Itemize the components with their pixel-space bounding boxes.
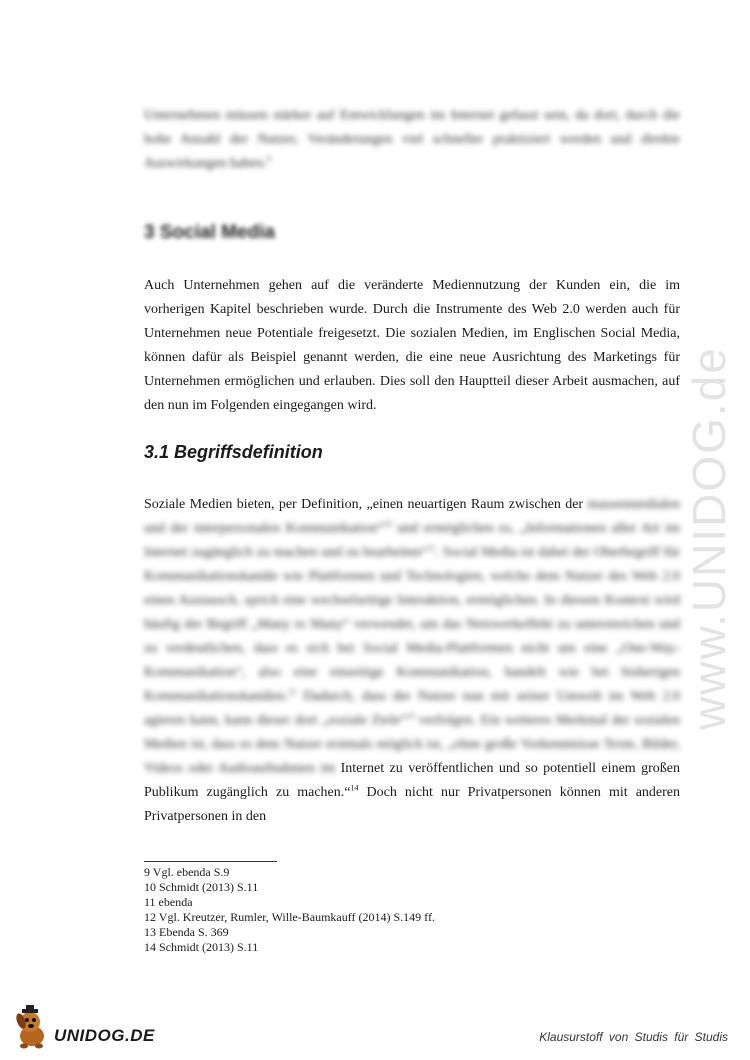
footnote-ref-13: 13	[406, 711, 415, 721]
footnote-item: 12 Vgl. Kreutzer, Rumler, Wille-Baumkauff (2014) S.149 ff.	[144, 910, 435, 924]
unidog-logo[interactable]	[10, 1004, 160, 1050]
footnote-item: 13 Ebenda S. 369	[144, 925, 229, 939]
footnote-item: 10 Schmidt (2013) S.11	[144, 880, 259, 894]
footnote-item: 14 Schmidt (2013) S.11	[144, 940, 259, 954]
blur-segment-b: und ermöglichen es, „Informationen aller Art im Internet zugänglich zu machen und zu bearbeiten“	[144, 521, 680, 560]
subsection-heading: 3.1 Begriffsdefinition	[144, 442, 323, 462]
blur-segment-c: . Social Media ist dabei der Oberbegriff für Kommunikationskanäle wie Plattformen und Technologien, welche dem Nutzer des Web 2.0 einen Austausch, sprich eine wechselseitige Interaktion, ermöglichen. In diesem Kontext wird häufig der Begriff „Many to Many“ verwendet, um das Netzwerkeffekt zu unterstreichen und zu verdeutlichen, dass es sich bei Social Media-Plattformen nicht um eine „One-Way-Kommunikation“, also eine einseitige Kommunikation, handelt wie bei bisherigen Kommunikationskanälen.	[144, 545, 681, 704]
footnote-ref-9: 9	[266, 154, 271, 164]
definition-blurred-text	[144, 497, 680, 776]
footnote-divider	[144, 861, 277, 862]
footnote-ref-11: 11	[427, 543, 436, 553]
footnote-ref-14: 14	[350, 783, 359, 793]
dog-mascot-icon	[10, 1004, 54, 1050]
blur-segment-e: verfolgen. Ein weiteres Merkmal der sozialen Medien ist, dass es dem Nutzer erstmals möglich ist, „ohne große Vorkenntnisse Texte, Bilder, Videos oder Audioaufnahmen im	[144, 713, 680, 776]
footnote-ref-10: 10	[383, 519, 392, 529]
watermark: www.UNIDOG.de	[683, 346, 735, 730]
footnote-ref-12: 12	[288, 687, 297, 697]
footer-tagline: Klausurstoff von Studis für Studis	[539, 1030, 728, 1044]
definition-paragraph	[144, 493, 680, 829]
definition-clear-text-b: Doch nicht nur Privatpersonen können mit anderen Privatpersonen in den	[144, 785, 680, 824]
blur-segment-d: Dadurch, dass der Nutzer nun mit seiner Umwelt im Web 2.0 agieren kann, kann dieser dort „soziale Ziele“	[144, 689, 680, 728]
intro-paragraph	[144, 104, 680, 176]
section-paragraph: Auch Unternehmen gehen auf die veränderte Mediennutzung der Kunden ein, die im vorherigen Kapitel beschrieben wurde. Durch die Instrumente des Web 2.0 werden auch für Unternehmen neue Potentiale freigesetzt. Die sozialen Medien, im Englischen Social Media, können dafür als Beispiel genannt werden, die eine neue Ausrichtung des Marketings für Unternehmen ermöglichen und erlauben. Dies soll den Hauptteil dieser Arbeit ausmachen, auf den nun im Folgenden eingegangen wird.	[144, 278, 680, 413]
footnote-list	[144, 865, 435, 955]
definition-line-1: Soziale Medien bieten, per Definition, „einen neuartigen Raum zwischen der	[144, 497, 584, 512]
section-heading: 3 Social Media	[144, 222, 275, 243]
logo-text: UNIDOG.DE	[54, 1026, 155, 1045]
definition-clear-text-a: Internet zu veröffentlichen und so potentiell einem großen Publikum zugänglich zu machen.“	[144, 761, 680, 800]
footnote-item: 11 ebenda	[144, 895, 193, 909]
intro-text: Unternehmen müssen stärker auf Entwicklungen im Internet gefasst sein, da dort, durch die hohe Anzahl der Nutzer, Veränderungen viel schneller praktiziert werden und direkte Auswirkungen haben.	[144, 108, 680, 171]
blur-segment-a: massenmedialen und der interpersonalen Kommunikation“	[144, 497, 681, 536]
footnote-item: 9 Vgl. ebenda S.9	[144, 865, 230, 879]
